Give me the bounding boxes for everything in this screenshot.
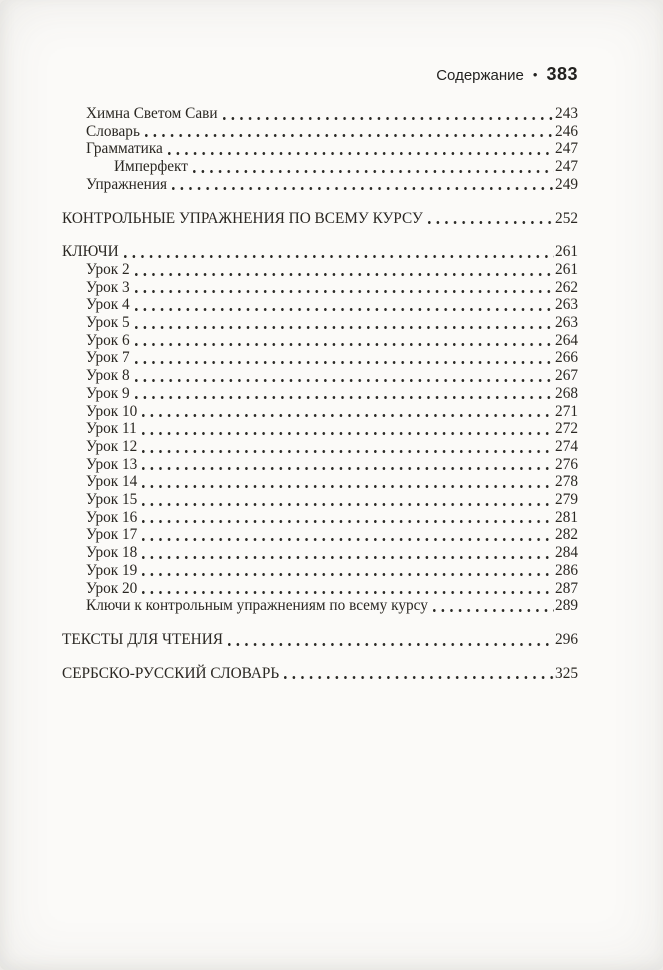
toc-row	[62, 403, 578, 421]
toc-row	[62, 526, 578, 544]
toc-page-number: 284	[555, 544, 578, 562]
toc-entry-label: Урок 11	[86, 420, 137, 438]
toc-entry-label: Имперфект	[114, 158, 188, 176]
toc-leader-dots	[166, 140, 554, 158]
toc-page-number: 281	[555, 508, 578, 526]
toc-leader-dots	[140, 509, 554, 527]
toc-row	[62, 438, 578, 456]
toc-entry-label: Словарь	[86, 122, 140, 140]
toc-page-number: 263	[555, 314, 578, 332]
toc-leader-dots	[226, 631, 554, 649]
toc-page-number: 272	[555, 420, 578, 438]
toc-entry-label: Урок 6	[86, 331, 130, 349]
toc-entry-label: Грамматика	[86, 140, 163, 158]
toc-page-number: 287	[555, 579, 578, 597]
toc-leader-dots	[282, 665, 554, 683]
toc-page-number: 261	[555, 260, 578, 278]
toc-row	[62, 491, 578, 509]
header-title: Содержание	[436, 67, 524, 84]
toc-page-number: 271	[555, 402, 578, 420]
toc-leader-dots	[133, 367, 554, 385]
toc-row	[62, 332, 578, 350]
toc-row	[62, 420, 578, 438]
toc-leader-dots	[133, 349, 554, 367]
page-header	[62, 64, 578, 85]
toc-entry-label: Урок 8	[86, 367, 130, 385]
toc-entry-label: Урок 19	[86, 561, 138, 579]
header-bullet-icon: •	[532, 67, 538, 82]
toc-entry-label: Ключи к контрольным упражнениям по всему курсу	[86, 597, 428, 615]
toc-entry-label: Урок 14	[86, 473, 138, 491]
toc-page-number: 286	[555, 561, 578, 579]
toc-list	[62, 105, 578, 682]
toc-leader-dots	[133, 296, 554, 314]
toc-leader-dots	[221, 105, 554, 123]
page-content	[62, 64, 578, 682]
toc-leader-dots	[133, 332, 554, 350]
toc-entry-label: КОНТРОЛЬНЫЕ УПРАЖНЕНИЯ ПО ВСЕМУ КУРСУ	[62, 209, 423, 227]
toc-row	[62, 473, 578, 491]
toc-entry-label: КЛЮЧИ	[62, 243, 119, 261]
toc-leader-dots	[140, 544, 554, 562]
toc-row	[62, 580, 578, 598]
toc-page-number: 268	[555, 384, 578, 402]
toc-page-number: 267	[555, 367, 578, 385]
toc-page-number: 278	[555, 473, 578, 491]
toc-page-number: 266	[555, 349, 578, 367]
toc-leader-dots	[140, 420, 554, 438]
toc-entry-label: Урок 10	[86, 402, 138, 420]
toc-row	[62, 210, 578, 228]
toc-leader-dots	[140, 580, 554, 598]
toc-page-number: 252	[555, 209, 578, 227]
toc-row	[62, 158, 578, 176]
toc-entry-label: Урок 17	[86, 526, 138, 544]
toc-entry-label: Урок 5	[86, 314, 130, 332]
toc-page-number: 263	[555, 296, 578, 314]
toc-entry-label: Урок 12	[86, 437, 138, 455]
toc-row	[62, 597, 578, 615]
toc-page-number: 274	[555, 437, 578, 455]
toc-row	[62, 509, 578, 527]
toc-leader-dots	[140, 403, 554, 421]
toc-page-number: 325	[555, 664, 578, 682]
toc-page-number: 282	[555, 526, 578, 544]
toc-leader-dots	[133, 314, 554, 332]
toc-page-number: 279	[555, 491, 578, 509]
toc-row	[62, 123, 578, 141]
toc-page-number: 246	[555, 122, 578, 140]
toc-leader-dots	[143, 123, 554, 141]
toc-entry-label: Урок 13	[86, 455, 138, 473]
toc-row	[62, 140, 578, 158]
toc-leader-dots	[140, 438, 554, 456]
toc-entry-label: Урок 7	[86, 349, 130, 367]
toc-row	[62, 456, 578, 474]
toc-leader-dots	[140, 456, 554, 474]
toc-row	[62, 279, 578, 297]
toc-entry-label: Химна Светом Сави	[86, 105, 218, 122]
toc-leader-dots	[122, 243, 554, 261]
toc-entry-label: Урок 18	[86, 544, 138, 562]
toc-entry-label: Упражнения	[86, 175, 168, 193]
toc-row	[62, 105, 578, 123]
toc-leader-dots	[191, 158, 554, 176]
toc-page-number: 264	[555, 331, 578, 349]
toc-entry-label: Урок 2	[86, 260, 130, 278]
toc-row	[62, 314, 578, 332]
toc-leader-dots	[140, 562, 554, 580]
toc-page-number: 289	[555, 597, 578, 615]
toc-row	[62, 296, 578, 314]
toc-leader-dots	[140, 473, 554, 491]
toc-entry-label: Урок 4	[86, 296, 130, 314]
toc-leader-dots	[133, 385, 554, 403]
toc-leader-dots	[170, 176, 554, 194]
toc-row	[62, 544, 578, 562]
toc-page-number: 276	[555, 455, 578, 473]
toc-entry-label: ТЕКСТЫ ДЛЯ ЧТЕНИЯ	[62, 630, 223, 648]
toc-page-number: 247	[555, 158, 578, 176]
toc-leader-dots	[133, 261, 554, 279]
toc-page-number: 261	[555, 243, 578, 261]
toc-row	[62, 349, 578, 367]
toc-entry-label: Урок 16	[86, 508, 138, 526]
toc-entry-label: СЕРБСКО-РУССКИЙ СЛОВАРЬ	[62, 664, 280, 682]
toc-row	[62, 367, 578, 385]
toc-leader-dots	[431, 597, 554, 615]
header-page-number: 383	[546, 64, 578, 84]
toc-leader-dots	[133, 279, 554, 297]
toc-row	[62, 631, 578, 649]
toc-page-number: 296	[555, 630, 578, 648]
toc-leader-dots	[426, 210, 554, 228]
toc-row	[62, 665, 578, 683]
toc-page-number: 247	[555, 140, 578, 158]
toc-entry-label: Урок 9	[86, 384, 130, 402]
toc-entry-label: Урок 15	[86, 491, 138, 509]
toc-entry-label: Урок 3	[86, 278, 130, 296]
toc-row	[62, 176, 578, 194]
toc-page-number: 262	[555, 278, 578, 296]
toc-row	[62, 243, 578, 261]
toc-row	[62, 562, 578, 580]
toc-page-number: 249	[555, 175, 578, 193]
toc-row	[62, 261, 578, 279]
toc-leader-dots	[140, 526, 554, 544]
toc-entry-label: Урок 20	[86, 579, 138, 597]
toc-row	[62, 385, 578, 403]
toc-leader-dots	[140, 491, 554, 509]
toc-page-number: 243	[555, 105, 578, 122]
